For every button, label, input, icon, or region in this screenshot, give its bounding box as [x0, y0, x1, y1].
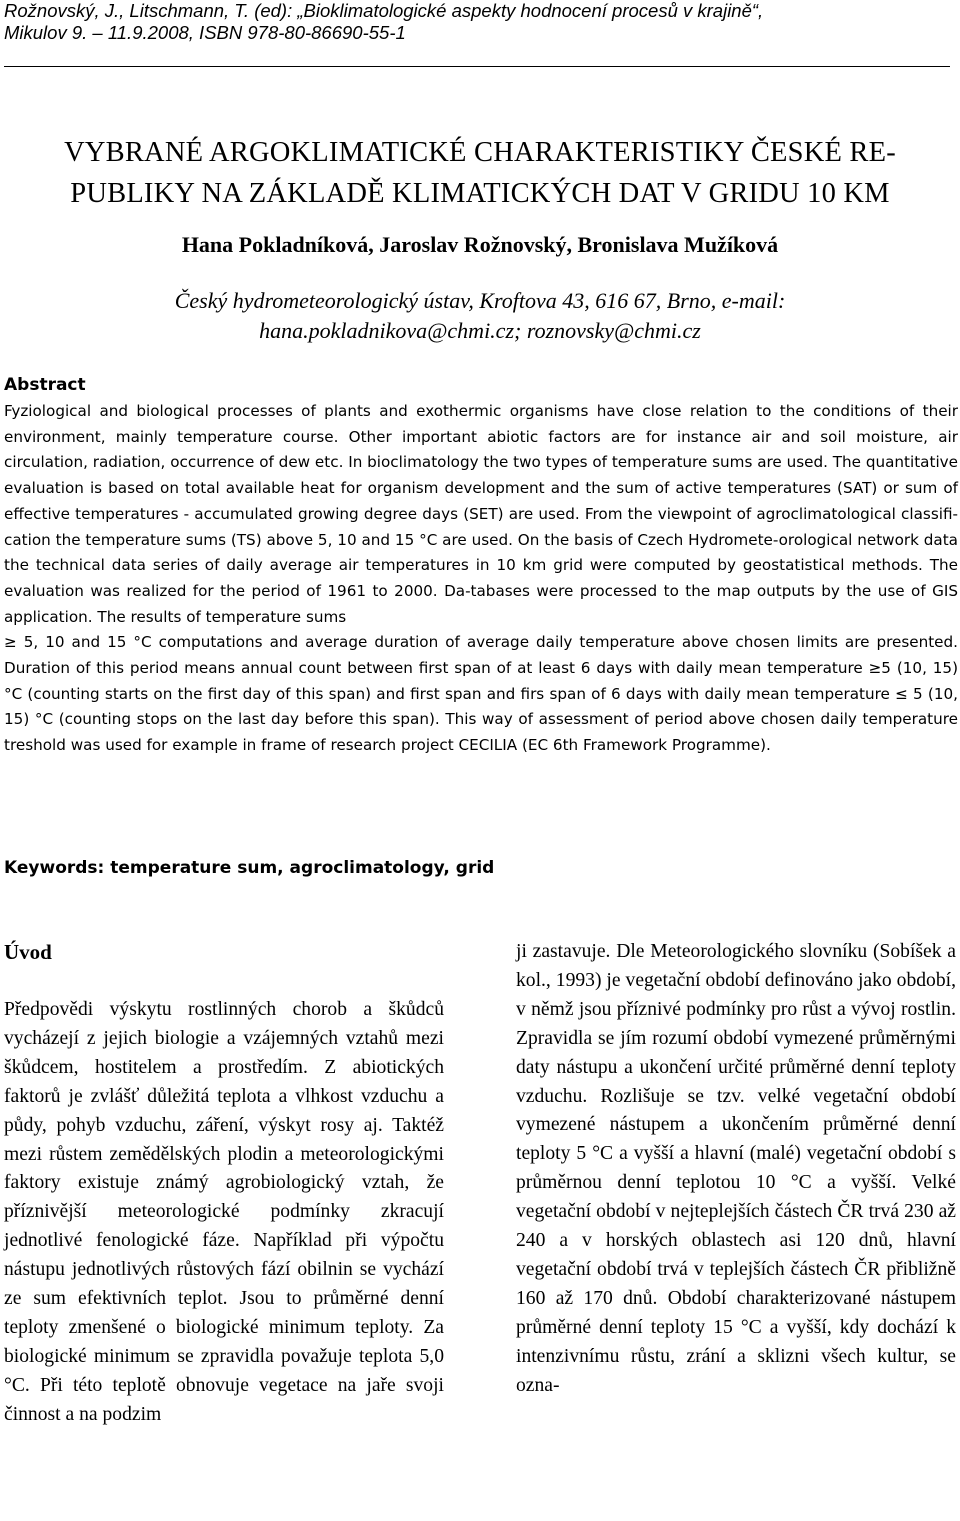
paper-title — [0, 132, 960, 214]
abstract-heading: Abstract — [4, 375, 86, 395]
title-line-2: PUBLIKY NA ZÁKLADĚ KLIMATICKÝCH DAT V GRIDU 10 KM — [70, 178, 890, 209]
body-column-right — [516, 938, 956, 1401]
abstract-paragraph-2: ≥ 5, 10 and 15 °C computations and average duration of average daily temperature above chosen limits are presented. Duration of this period means annual count between first span of at least 6 days with daily mean temperature ≥5 (10, 15) °C (counting starts on the first day of this span) and first span and firs span of 6 days with daily mean temperature ≤ 5 (10, 15) °C (counting stops on the last day before this span). This way of assessment of period above chosen daily temperature treshold was used for example in frame of research project CECILIA (EC 6th Framework Programme). — [4, 633, 958, 755]
section-heading: Úvod — [4, 940, 52, 964]
abstract-paragraph-1: Fyziological and biological processes of plants and exothermic organisms have close relation to the conditions of their environment, mainly temperature course. Other important abiotic factors are for instance air and soil moisture, air circulation, radiation, occurrence of dew etc. In bioclimatology the two types of temperature sums are used. The quantitative evaluation is based on total available heat for organism development and the sum of active temperatures (SAT) or sum of effective temperatures - accumulated growing degree days (SET) are used. From the viewpoint of agroclimatological classifi-cation the temperature sums (TS) above 5, 10 and 15 °C are used. On the basis of Czech Hydromete-orological network data the technical data series of daily average air temperatures in 10 km grid were computed by geostatistical methods. The evaluation was realized for the period of 1961 to 2000. Da-tabases were processed to the map outputs by the use of GIS application. The results of temperature sums — [4, 402, 958, 626]
keywords: Keywords: temperature sum, agroclimatology, grid — [4, 858, 495, 878]
body-column-left — [4, 936, 444, 1430]
body-paragraph-right: ji zastavuje. Dle Meteorologického slovníku (Sobíšek a kol., 1993) je vegetační období definováno jako období, v němž jsou příznivé podmínky pro růst a vývoj rostlin. Zpravidla se jím rozumí období vymezené průměrnými daty nástupu a ukončení určité průměrné denní teploty vzduchu. Rozlišuje se tzv. velké vegetační období vymezené nástupem a ukončením průměrné denní teploty 5 °C a vyšší a hlavní (malé) vegetační období s průměrnou denní teplotou 10 °C a vyšší. Velké vegetační období v nejteplejších částech ČR trvá 230 až 240 a v horských oblastech asi 120 dnů, hlavní vegetační období trvá v teplejších částech ČR přibližně 160 až 170 dnů. Období charakterizované nástupem průměrné denní teploty 15 °C a vyšší, kdy dochází k intenzivnímu růstu, zrání a sklizni všech kultur, se ozna- — [516, 941, 956, 1396]
citation-line-1: Rožnovský, J., Litschmann, T. (ed): „Bioklimatologické aspekty hodnocení procesů v krajině“, — [4, 0, 764, 21]
header-citation — [4, 0, 944, 44]
header-divider — [4, 66, 950, 67]
author-list: Hana Pokladníková, Jaroslav Rožnovský, Bronislava Mužíková — [181, 232, 779, 257]
affiliation-emails: hana.pokladnikova@chmi.cz; roznovsky@chmi.cz — [259, 318, 701, 343]
body-paragraph-left: Předpovědi výskytu rostlinných chorob a škůdců vycházejí z jejich biologie a vzájemných vztahů mezi škůdcem, hostitelem a prostředím. Z abiotických faktorů je zvlášť důležitá teplota a vlhkost vzduchu a půdy, pohyb vzduchu, záření, výskyt rosy aj. Taktéž mezi růstem zemědělských plodin a meteorologickými faktory existuje známý agrobiologický vztah, že příznivější meteorologické podmínky zkracují jednotlivé fenologické fáze. Například při výpočtu nástupu jednotlivých růstových fází obilnin se vychází ze sum efektivních teplot. Jsou to průměrné denní teploty zmenšené o biologické minimum teploty. Za biologické minimum se zpravidla považuje teplota 5,0 °C. Při této teplotě obnovuje vegetace na jaře svoji činnost a na podzim — [4, 999, 444, 1425]
affiliation — [0, 286, 960, 346]
affiliation-line-1: Český hydrometeorologický ústav, Kroftova 43, 616 67, Brno, e-mail: — [174, 288, 786, 313]
title-line-1: VYBRANÉ ARGOKLIMATICKÉ CHARAKTERISTIKY ČESKÉ RE- — [64, 137, 896, 168]
abstract-body — [4, 399, 958, 759]
citation-line-2: Mikulov 9. – 11.9.2008, ISBN 978-80-86690-55-1 — [4, 22, 406, 43]
